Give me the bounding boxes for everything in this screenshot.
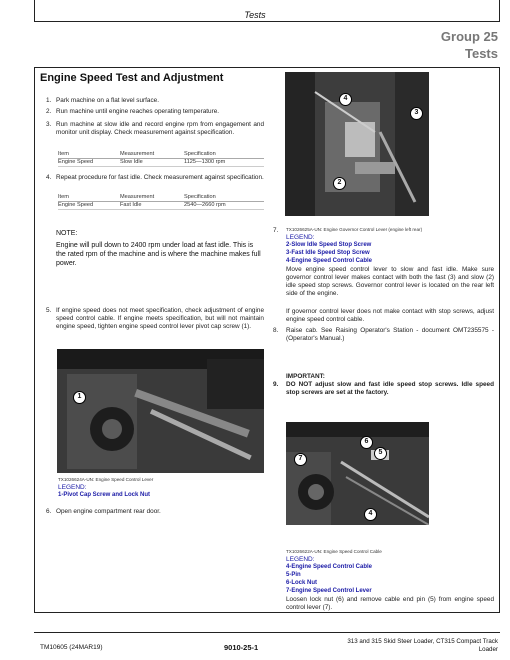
step-7-text: Move engine speed control lever to slow and fast idle. Make sure governor control lever makes contact with both the fast (3) and slow (2) idle speed stop screws. Governor control lever is located on the rear left side of the engine. [286,266,494,297]
step-8 [273,327,494,343]
spec-header-measurement: Measurement [120,194,184,202]
spec-table-slow-idle [58,151,264,167]
running-header: Tests [244,10,266,20]
final-instruction: Loosen lock nut (6) and remove cable end pin (5) from engine speed control lever (7). [286,596,494,611]
step-text: Repeat procedure for fast idle. Check measurement against specification. [56,174,264,181]
callout-6: 6 [360,436,373,449]
callout-4: 4 [364,508,377,521]
callout-1: 1 [73,391,86,404]
step-text: Run machine until engine reaches operating temperature. [56,108,220,115]
callout-5: 5 [374,447,387,460]
step-2 [46,108,264,116]
group-title: Group 25 [440,29,498,44]
step-text: If engine speed does not meet specification, check adjustment of engine speed control cable. If engine meets specification, but will not maintain engine speed, tighten engine speed control lever pivot cap screw (1). [56,307,264,330]
step-number: 8. [273,327,279,334]
spec-cell-specification: 1125—1300 rpm [184,159,264,167]
note-label: NOTE: [56,230,78,237]
header-rule [34,21,500,22]
spec-cell-measurement: Fast Idle [120,202,184,210]
spec-cell-item: Engine Speed [58,202,120,210]
engine-governor-control-lever-photo [285,72,429,216]
legend-title-top-right: LEGEND: [286,234,315,241]
legend-item-3: 3-Fast Idle Speed Stop Screw [286,250,370,256]
step-text: Raise cab. See Raising Operator's Station - document OMT235575 - (Operator's Manual.) [286,327,494,342]
spec-cell-measurement: Slow Idle [120,159,184,167]
legend-item-4b: 4-Engine Speed Control Cable [286,564,373,570]
step-number: 5. [46,307,52,314]
step-9 [273,381,494,397]
legend-item-4: 4-Engine Speed Control Cable [286,258,373,264]
photo-illustration [57,349,264,473]
spec-table-fast-idle [58,194,264,210]
legend-item-2: 2-Slow Idle Speed Stop Screw [286,242,372,248]
step-text: DO NOT adjust slow and fast idle speed stop screws. Idle speed stop screws are set at the factory. [286,381,494,396]
spec-cell-specification: 2540—2660 rpm [184,202,264,210]
callout-2: 2 [333,177,346,190]
figure-caption-top-right: TX1026625A-UN: Engine Governor Control Lever (engine left rear) [286,227,423,232]
spec-header-measurement: Measurement [120,151,184,159]
group-subtitle: Tests [465,46,498,61]
legend-item-1: 1-Pivot Cap Screw and Lock Nut [58,492,151,498]
step-5 [46,307,264,331]
step-number: 4. [46,174,52,181]
footer-product-line-1: 313 and 315 Skid Steer Loader, CT315 Compact Track [347,638,498,645]
engine-speed-control-cable-photo [286,422,429,525]
step-number: 7. [273,227,279,234]
photo-illustration [286,422,429,525]
step-number: 2. [46,108,52,115]
footer-page-number: 9010-25-1 [224,643,259,652]
footer-product [314,638,498,654]
callout-3: 3 [410,107,423,120]
legend-item-6: 6-Lock Nut [286,580,318,586]
step-text: Open engine compartment rear door. [56,508,161,515]
photo-illustration [285,72,429,216]
step-number: 1. [46,97,52,104]
note-text: Engine will pull down to 2400 rpm under load at fast idle. This is the rated rpm of the machine and is where the machine makes full power. [56,242,261,267]
step-number: 6. [46,508,52,515]
callout-7: 7 [294,453,307,466]
legend-item-5: 5-Pin [286,572,301,578]
spec-header-specification: Specification [184,151,264,159]
section-title: Engine Speed Test and Adjustment [40,72,224,84]
important-label: IMPORTANT: [286,373,325,380]
spec-header-item: Item [58,151,120,159]
footer-product-line-2: Loader [478,646,498,653]
step-text: Run machine at slow idle and record engine rpm from engagement and monitor unit display. Check measurement against specification. [56,121,264,136]
footer-rule [34,632,500,633]
step-6 [46,508,264,516]
step-4 [46,174,264,182]
engine-speed-control-lever-photo [57,349,264,473]
legend-title-left: LEGEND: [58,484,87,491]
legend-title-bottom-right: LEGEND: [286,556,315,563]
spec-header-item: Item [58,194,120,202]
step-number: 9. [273,381,279,388]
spec-header-specification: Specification [184,194,264,202]
figure-caption-bottom-right: TX1026622A-UN: Engine Speed Control Cable [286,549,382,554]
figure-caption-left: TX1026624A-UN: Engine Speed Control Lever [58,477,154,482]
spec-cell-item: Engine Speed [58,159,120,167]
step-number: 3. [46,121,52,128]
step-1 [46,97,264,105]
step-text: Park machine on a flat level surface. [56,97,160,104]
step-3 [46,121,264,137]
callout-4: 4 [339,93,352,106]
footer-doc-id: TM10605 (24MAR19) [40,644,103,651]
legend-item-7: 7-Engine Speed Control Lever [286,588,372,594]
step-7-text-2: If governor control lever does not make contact with stop screws, adjust engine speed control cable. [286,308,494,323]
